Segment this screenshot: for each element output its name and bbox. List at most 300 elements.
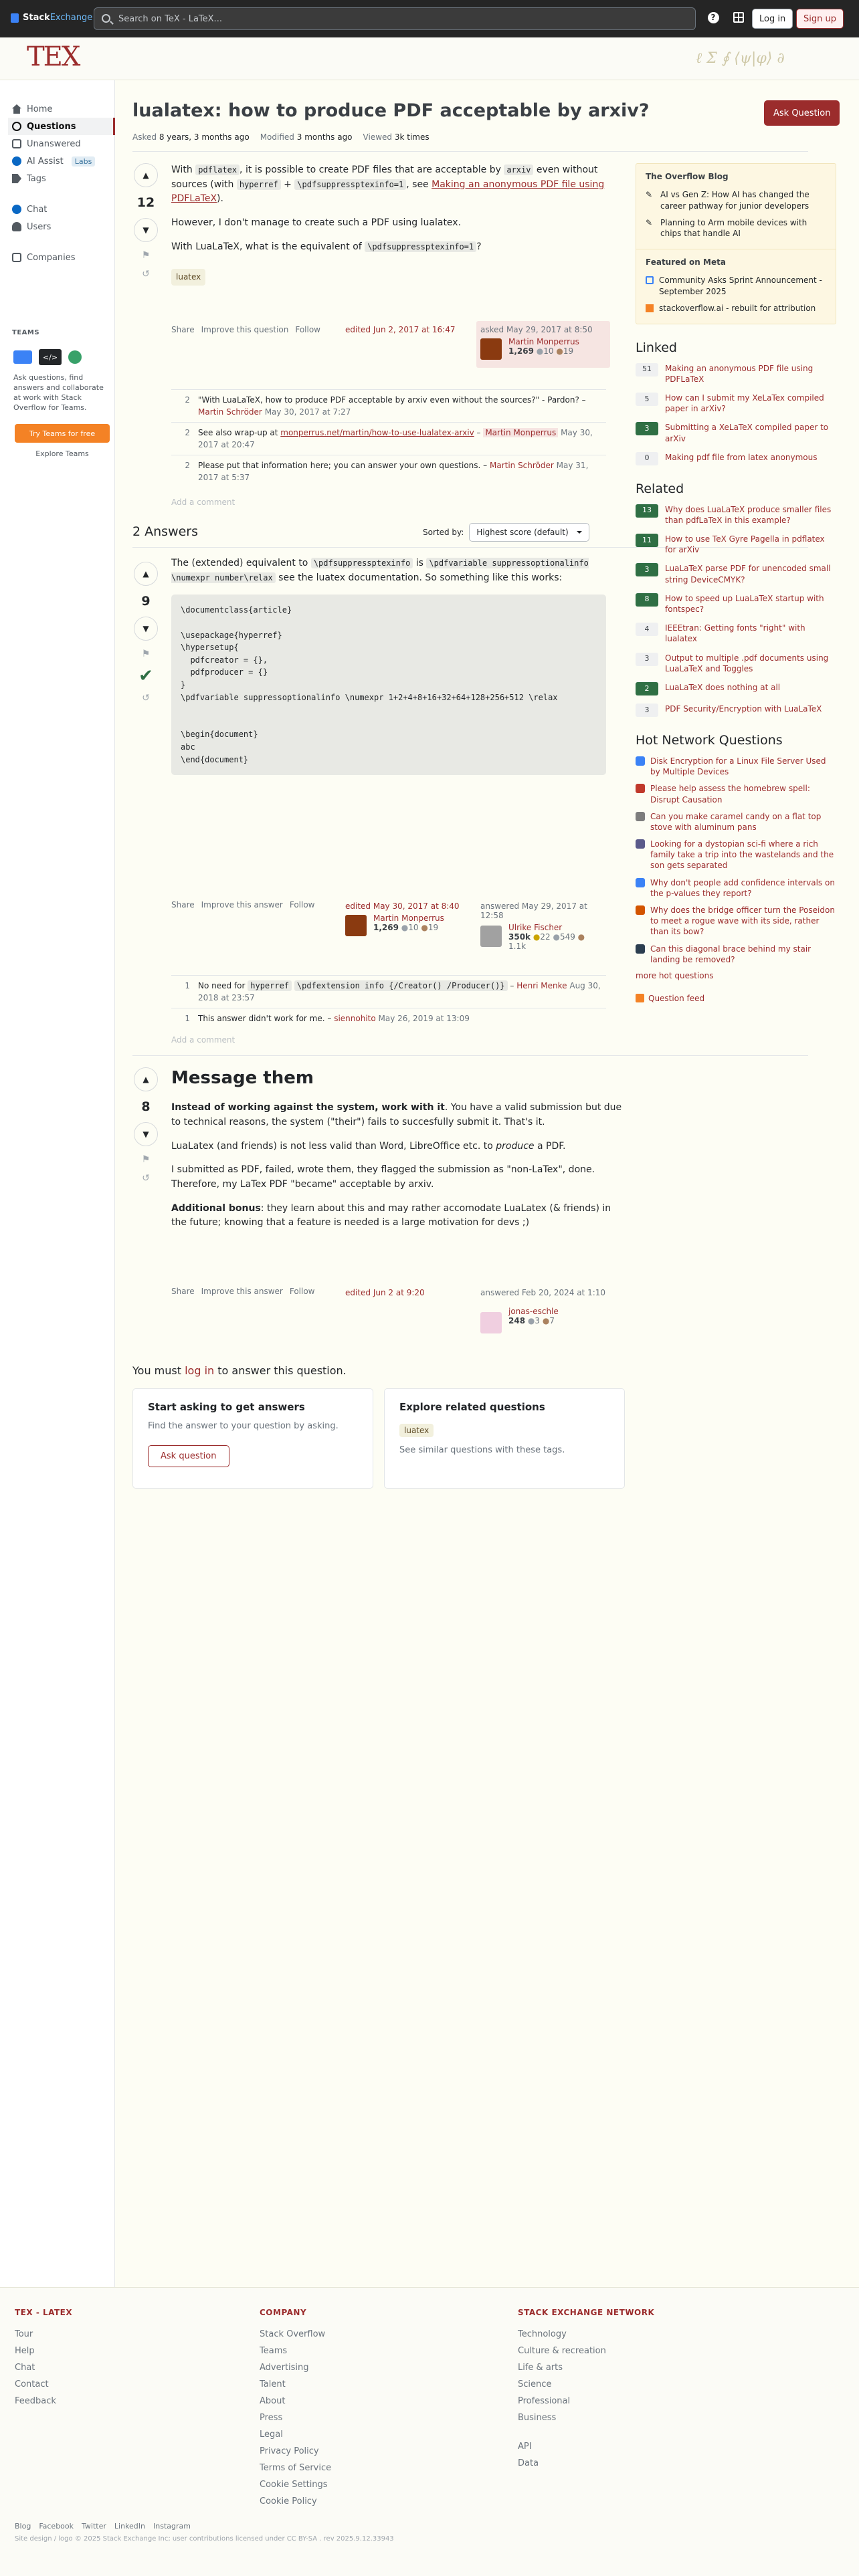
text: : they learn about this and may rather accomodate LuaLatex (& friends) in the future; knowing that a feature is needed is a large motivation for devs ;) <box>171 1202 611 1228</box>
code-block[interactable] <box>171 595 606 775</box>
avatar[interactable] <box>345 915 367 936</box>
site-switcher-button[interactable] <box>731 9 747 25</box>
comment: 1 This answer didn't work for me. – siennohito May 26, 2019 at 13:09 <box>171 1008 606 1029</box>
tag-luatex[interactable]: luatex <box>171 269 205 286</box>
related-item[interactable] <box>636 534 836 555</box>
text: LuaLatex (and friends) is not less valid than Word, LibreOffice etc. to <box>171 1140 496 1152</box>
hot-question-link[interactable]: Why don't people add confidence intervals on the p-values they report? <box>650 877 835 898</box>
answer-paragraph: I submitted as PDF, failed, wrote them, they flagged the submission as "non-LaTex", done. Therefore, my LaTex PDF "became" acceptable by arxiv. <box>171 1164 595 1190</box>
comment: 2 "With LuaLaTeX, how to produce PDF acceptable by arxiv even without the sources?" - Pardon? – Martin Schröder May 30, 2017 at 7:27 <box>171 389 606 422</box>
hot-question[interactable] <box>636 756 836 777</box>
comment-user[interactable]: siennohito <box>334 1014 376 1023</box>
linked-question-link[interactable]: Making an anonymous PDF file using PDFLaTeX <box>171 179 605 205</box>
answer1-body <box>171 556 626 775</box>
teams-chat-icon <box>13 350 32 364</box>
silver-count: 549 <box>559 932 575 942</box>
related-item[interactable] <box>636 682 836 695</box>
footer-heading[interactable]: TEX - LATEX <box>15 2308 73 2317</box>
social-link[interactable]: Blog <box>15 2522 31 2531</box>
related-link[interactable]: How to use TeX Gyre Pagella in pdflatex for arXiv <box>665 534 825 555</box>
brand-exchange-text: Exchange <box>50 13 93 23</box>
sidebar-item-home[interactable] <box>8 100 115 118</box>
user-name[interactable]: Martin Monperrus <box>373 914 444 923</box>
text: + <box>280 179 295 190</box>
hot-question-link[interactable]: Why does the bridge officer turn the Poseidon to meet a rogue wave with its side, rather than its bow? <box>650 905 835 937</box>
footer-link[interactable]: Feedback <box>15 2396 56 2406</box>
sort-select[interactable]: Highest score (default) <box>469 523 589 542</box>
social-link[interactable]: Instagram <box>153 2522 191 2531</box>
answer2-vote-column <box>132 1067 159 1184</box>
footer-link[interactable]: Cookie Policy <box>260 2496 317 2506</box>
text: is <box>413 558 427 568</box>
comment-date[interactable]: May 31, 2017 at 5:37 <box>198 461 589 482</box>
try-teams-button[interactable]: Try Teams for free <box>15 424 110 443</box>
footer-heading[interactable]: STACK EXCHANGE NETWORK <box>518 2308 655 2317</box>
footer-link[interactable]: Advertising <box>260 2363 309 2373</box>
linked-item[interactable] <box>636 422 836 443</box>
linked-list <box>636 363 836 465</box>
edited-link[interactable]: edited Jun 2 at 9:20 <box>345 1288 425 1297</box>
user-reputation: 350k <box>508 932 531 942</box>
downvote-button[interactable]: ▼ <box>134 218 158 242</box>
footer-link[interactable]: Stack Overflow <box>260 2329 326 2339</box>
related-link[interactable]: Why does LuaLaTeX produce smaller files than pdfLaTeX in this example? <box>665 504 832 525</box>
footer-link[interactable]: Privacy Policy <box>260 2446 319 2456</box>
blog-item-text: Planning to Arm mobile devices with chips that handle AI <box>660 217 807 239</box>
companies-icon <box>12 253 21 262</box>
question-menu <box>171 325 320 334</box>
footer-link[interactable]: Contact <box>15 2379 49 2389</box>
bronze-badge-icon: ● <box>577 932 585 942</box>
sidebar-item-ai-assist[interactable] <box>8 152 115 170</box>
related-link[interactable]: IEEEtran: Getting fonts "right" with lualatex <box>665 623 805 644</box>
sidebar-item-label: Tags <box>27 173 46 184</box>
related-link[interactable]: LuaLaTeX parse PDF for unencoded small string DeviceCMYK? <box>665 564 831 584</box>
code-line: abc <box>181 742 195 752</box>
comment-date[interactable]: May 30, 2017 at 7:27 <box>264 407 351 417</box>
edited-link[interactable]: edited Jun 2, 2017 at 16:47 <box>345 325 456 334</box>
overflow-blog-widget <box>636 163 836 324</box>
follow-link[interactable]: Follow <box>295 325 320 334</box>
related-link[interactable]: How to speed up LuaLaTeX startup with fontspec? <box>665 593 824 615</box>
upvote-button[interactable]: ▲ <box>134 163 158 187</box>
more-hot-questions-link[interactable]: more hot questions <box>636 970 714 980</box>
avatar[interactable] <box>480 1312 502 1333</box>
asker-card <box>476 321 610 368</box>
question-comments <box>171 389 606 488</box>
question-paragraph: However, I don't manage to create such a PDF using lualatex. <box>171 217 462 229</box>
sidebar-item-chat[interactable] <box>8 201 115 218</box>
hot-question[interactable] <box>636 783 836 804</box>
sidebar-item-tags[interactable] <box>8 170 115 187</box>
card-title: Start asking to get answers <box>148 1401 305 1413</box>
top-bar <box>0 0 859 37</box>
feed-label: Question feed <box>648 993 705 1003</box>
code-line: \begin{document} <box>181 730 258 740</box>
login-link[interactable]: log in <box>185 1364 215 1377</box>
blog-item[interactable] <box>636 215 836 243</box>
viewed-value: 3k times <box>394 132 430 142</box>
pencil-icon: ✎ <box>646 217 653 227</box>
answered-date: answered May 29, 2017 at 12:58 <box>480 901 587 920</box>
comment: 1 No need for hyperref \pdfextension info {/Creator() /Producer()} – Henri Menke Aug 30, 2018 at 23:57 <box>171 975 606 1008</box>
answer-heading: Message them <box>171 1068 314 1088</box>
comment-score: 1 <box>185 981 190 990</box>
comment-score: 2 <box>185 461 190 470</box>
start-asking-card <box>132 1388 373 1489</box>
social-link[interactable]: LinkedIn <box>114 2522 145 2531</box>
sidebar-item-unanswered[interactable] <box>8 135 115 152</box>
downvote-button[interactable]: ▼ <box>134 617 158 641</box>
sidebar-item-label: Questions <box>27 121 76 132</box>
tag-icon <box>12 174 21 183</box>
copyright: Site design / logo © 2025 Stack Exchange Inc; user contributions licensed under CC BY-SA . rev 2025.9.12.33943 <box>15 2535 394 2543</box>
sidebar-item-label: AI Assist <box>27 156 64 167</box>
globe-icon <box>12 122 21 131</box>
text: ). <box>217 193 223 205</box>
related-item[interactable] <box>636 653 836 674</box>
comment-date[interactable]: Aug 30, 2018 at 23:57 <box>198 981 601 1002</box>
code-line: \pdfvariable suppressoptionalinfo \numexpr 1+2+4+8+16+32+64+128+256+512 \relax <box>181 692 558 702</box>
footer-heading: COMPANY <box>260 2308 307 2317</box>
linked-link[interactable]: Making an anonymous PDF file using PDFLaTeX <box>665 363 814 384</box>
site-icon <box>636 944 645 954</box>
answer1-vote-column <box>132 562 159 704</box>
stackexchange-logo[interactable] <box>11 13 92 23</box>
bookmark-icon[interactable]: ⚑ <box>141 250 151 261</box>
text: ? <box>476 241 482 252</box>
related-link[interactable]: PDF Security/Encryption with LuaLaTeX <box>665 704 822 714</box>
bronze-count: 19 <box>427 923 439 932</box>
accepted-check-icon: ✔ <box>138 666 153 686</box>
sort-control <box>423 523 589 542</box>
related-item[interactable] <box>636 623 836 644</box>
silver-badge-icon: ● <box>553 932 560 942</box>
user-name[interactable]: Ulrike Fischer <box>508 923 563 932</box>
card-text: See similar questions with these tags. <box>399 1445 565 1455</box>
comment-text: Please put that information here; you can answer your own questions. <box>198 461 481 470</box>
footer-link[interactable]: Press <box>260 2413 283 2423</box>
bronze-count: 1.1k <box>508 942 527 951</box>
right-sidebar <box>636 163 836 1003</box>
code-line: \documentclass{article} <box>181 605 292 615</box>
improve-question-link[interactable]: Improve this question <box>201 325 289 334</box>
site-icon <box>636 839 645 849</box>
edited-info <box>341 321 462 338</box>
history-icon[interactable]: ↺ <box>142 693 150 704</box>
teams-illustration <box>13 349 82 365</box>
hot-question-link[interactable]: Looking for a dystopian sci-fi where a rich family take a trip into the wastelands and the son gets separated <box>650 839 834 871</box>
linked-item[interactable] <box>636 393 836 414</box>
code-line: pdfproducer = {} <box>181 667 268 677</box>
answer2-menu <box>171 1287 315 1296</box>
home-icon <box>12 104 21 114</box>
signup-button[interactable]: Sign up <box>796 9 844 29</box>
text: see the luatex documentation. So something like this works: <box>275 572 563 583</box>
user-reputation: 1,269 <box>373 923 399 932</box>
silver-count: 10 <box>408 923 419 932</box>
footer-link[interactable]: Tour <box>15 2329 33 2339</box>
meta-item-text: Community Asks Sprint Announcement - September 2025 <box>659 276 822 296</box>
linked-link[interactable]: How can I submit my XeLaTex compiled paper in arXiv? <box>665 393 824 414</box>
pencil-icon: ✎ <box>646 190 653 199</box>
hot-question[interactable] <box>636 877 836 899</box>
comment-text: This answer didn't work for me. <box>198 1014 325 1023</box>
comment: 2 See also wrap-up at monperrus.net/martin/how-to-use-lualatex-arxiv – Martin Monperrus May 30, 2017 at 20:47 <box>171 422 606 455</box>
hot-question-link[interactable]: Can this diagonal brace behind my stair landing be removed? <box>650 944 812 964</box>
bookmark-icon[interactable]: ⚑ <box>141 649 151 659</box>
hot-question[interactable] <box>636 905 836 938</box>
avatar[interactable] <box>480 338 502 360</box>
site-icon <box>636 784 645 793</box>
asked-value: 8 years, 3 months ago <box>159 132 250 142</box>
add-comment-link[interactable]: Add a comment <box>171 1035 235 1045</box>
text: You must <box>132 1364 185 1377</box>
social-link[interactable]: Facebook <box>39 2522 74 2531</box>
comment-user[interactable]: Henri Menke <box>516 981 567 990</box>
sidebar-item-label: Companies <box>27 252 76 263</box>
site-icon <box>636 756 645 766</box>
footer-col-network <box>518 2308 654 2475</box>
footer-link[interactable]: API <box>518 2442 532 2452</box>
login-button[interactable]: Log in <box>752 9 793 29</box>
question-feed-link[interactable] <box>636 994 836 1003</box>
users-icon <box>12 222 21 231</box>
text: even without sources (with <box>171 165 598 190</box>
sidebar-item-companies[interactable] <box>8 249 115 266</box>
inline-code: \pdfsuppressptexinfo=1 <box>294 179 406 190</box>
footer-col-company <box>260 2308 331 2513</box>
related-heading: Related <box>636 481 684 496</box>
related-item[interactable] <box>636 563 836 584</box>
inline-code: \pdfsuppressptexinfo=1 <box>365 241 476 252</box>
text: With LuaLaTeX, what is the equivalent of <box>171 241 365 252</box>
share-link[interactable]: Share <box>171 1287 195 1296</box>
hot-question-link[interactable]: Please help assess the homebrew spell: Disrupt Causation <box>650 784 810 804</box>
footer-link[interactable]: Cookie Settings <box>260 2480 328 2490</box>
viewed-label: Viewed <box>363 132 393 142</box>
asked-date: asked May 29, 2017 at 8:50 <box>480 325 593 334</box>
user-name[interactable]: Martin Monperrus <box>508 337 579 346</box>
footer-link[interactable]: Science <box>518 2379 552 2389</box>
site-icon <box>636 905 645 915</box>
footer-link[interactable]: Life & arts <box>518 2363 563 2373</box>
vote-count: 5 <box>636 393 658 406</box>
comment-text: See also wrap-up at <box>198 428 281 437</box>
user-reputation: 1,269 <box>508 346 534 356</box>
user-reputation: 248 <box>508 1316 526 1325</box>
tex-logo[interactable]: TEX <box>27 41 80 72</box>
answerer-card <box>476 897 610 958</box>
code-line: \end{document} <box>181 754 249 764</box>
linked-link[interactable]: Making pdf file from latex anonymous <box>665 452 818 462</box>
vote-count: 3 <box>636 422 658 435</box>
inline-code: hyperref <box>248 980 292 991</box>
related-item[interactable] <box>636 504 836 526</box>
stackexchange-icon <box>11 13 19 23</box>
meta-item[interactable] <box>636 272 836 300</box>
bookmark-icon[interactable]: ⚑ <box>141 1154 151 1165</box>
footer-link[interactable]: Terms of Service <box>260 2463 332 2473</box>
footer-link[interactable]: Help <box>15 2346 35 2356</box>
related-list <box>636 504 836 717</box>
meta-icon <box>646 276 654 284</box>
history-icon[interactable]: ↺ <box>142 1173 150 1184</box>
meta-item[interactable] <box>636 300 836 324</box>
vote-count: 11 <box>636 534 658 547</box>
footer-link[interactable]: Chat <box>15 2363 35 2373</box>
history-icon[interactable]: ↺ <box>142 269 150 280</box>
follow-link[interactable]: Follow <box>289 900 315 909</box>
vote-count: 3 <box>636 563 658 576</box>
divider <box>132 151 808 152</box>
bold-text: Additional bonus <box>171 1202 261 1214</box>
teams-code-icon: </> <box>39 349 62 365</box>
hot-network-list <box>636 756 836 965</box>
brand-stack-text: Stack <box>23 13 50 23</box>
search-input[interactable] <box>94 7 696 30</box>
hot-question-link[interactable]: Can you make caramel candy on a flat top stove with aluminum pans <box>650 811 822 832</box>
text: , see <box>406 179 432 190</box>
user-name[interactable]: jonas-eschle <box>508 1307 559 1316</box>
linked-item[interactable] <box>636 452 836 465</box>
widget-title: The Overflow Blog <box>646 172 729 181</box>
sidebar-item-label: Users <box>27 221 52 232</box>
teams-heading: TEAMS <box>12 329 40 336</box>
modified-value[interactable]: 3 months ago <box>296 132 353 142</box>
linked-heading: Linked <box>636 340 677 355</box>
hot-network-heading: Hot Network Questions <box>636 732 783 748</box>
vote-count: 3 <box>636 653 658 666</box>
downvote-button[interactable]: ▼ <box>134 1122 158 1146</box>
comment-score: 2 <box>185 428 190 437</box>
text: to answer this question. <box>214 1364 347 1377</box>
inline-code: \pdfsuppressptexinfo <box>311 558 413 568</box>
sidebar-item-users[interactable] <box>8 218 115 235</box>
upvote-button[interactable]: ▲ <box>134 562 158 586</box>
rss-icon <box>636 994 644 1002</box>
answer1-vote-count: 9 <box>141 594 151 609</box>
comment-date[interactable]: May 26, 2019 at 13:09 <box>378 1014 470 1023</box>
blog-item[interactable] <box>636 187 836 215</box>
hot-question[interactable] <box>636 839 836 871</box>
footer-link[interactable]: Culture & recreation <box>518 2346 606 2356</box>
ai-assist-icon <box>12 156 21 166</box>
comment-user[interactable]: Martin Monperrus <box>483 428 558 437</box>
tag-luatex[interactable]: luatex <box>399 1424 434 1437</box>
inline-code: hyperref <box>237 179 281 190</box>
comment-link[interactable]: monperrus.net/martin/how-to-use-lualatex-arxiv <box>280 428 474 437</box>
site-icon <box>636 812 645 821</box>
sidebar-item-label: Chat <box>27 204 47 215</box>
vote-count: 3 <box>636 704 658 717</box>
vote-count: 0 <box>636 452 658 465</box>
footer-link[interactable]: Legal <box>260 2430 283 2440</box>
improve-answer-link[interactable]: Improve this answer <box>201 900 283 909</box>
code-line: } <box>181 679 186 689</box>
ask-question-card-button[interactable]: Ask question <box>148 1445 229 1467</box>
footer-link[interactable]: Teams <box>260 2346 288 2356</box>
footer-col-site <box>15 2308 72 2413</box>
edited-info <box>341 1284 468 1301</box>
chat-icon <box>12 205 21 214</box>
vote-count: 4 <box>636 623 658 636</box>
gold-count: 22 <box>540 932 551 942</box>
answers-count: 2 Answers <box>132 524 199 539</box>
labs-badge: Labs <box>72 156 96 167</box>
footer-link[interactable]: About <box>260 2396 286 2406</box>
answered-date: answered Feb 20, 2024 at 1:10 <box>480 1288 606 1297</box>
answer1-comments <box>171 975 606 1029</box>
text: , it is possible to create PDF files that are acceptable by <box>240 165 504 175</box>
footer-link[interactable]: Technology <box>518 2329 567 2339</box>
hot-question-link[interactable]: Disk Encryption for a Linux File Server Used by Multiple Devices <box>650 756 826 777</box>
unanswered-icon <box>12 139 21 148</box>
silver-badge-icon: ● <box>527 1316 535 1325</box>
sort-label: Sorted by: <box>423 528 464 537</box>
silver-count: 3 <box>535 1316 541 1325</box>
footer-link[interactable]: Business <box>518 2413 557 2423</box>
silver-badge-icon: ● <box>401 923 409 932</box>
code-line: pdfcreator = {}, <box>181 655 268 665</box>
help-button[interactable] <box>705 9 721 25</box>
site-footer <box>0 2287 859 2576</box>
hot-question[interactable] <box>636 944 836 965</box>
footer-link[interactable]: Professional <box>518 2396 571 2406</box>
linked-link[interactable]: Submitting a XeLaTeX compiled paper to arXiv <box>665 423 829 443</box>
text: . You have a valid submission but due to technical reasons, the system ("their") fails to succesfully submit it. That's it. <box>171 1102 622 1128</box>
site-banner <box>0 37 859 80</box>
asked-label: Asked <box>132 132 157 142</box>
social-link[interactable]: Twitter <box>82 2522 106 2531</box>
main-nav <box>8 100 115 266</box>
card-title: Explore related questions <box>399 1401 545 1413</box>
related-item[interactable] <box>636 593 836 615</box>
editor-card <box>341 897 468 944</box>
text: The (extended) equivalent to <box>171 558 311 568</box>
add-comment-link[interactable]: Add a comment <box>171 498 235 507</box>
answer1-menu <box>171 900 315 909</box>
search-placeholder: Search on TeX - LaTeX... <box>118 13 222 24</box>
footer-social <box>15 2522 191 2531</box>
related-item[interactable] <box>636 704 836 717</box>
sidebar-item-questions[interactable] <box>8 118 115 135</box>
footer-link[interactable]: Talent <box>260 2379 286 2389</box>
hot-question[interactable] <box>636 811 836 833</box>
blog-item-text: AI vs Gen Z: How AI has changed the career pathway for junior developers <box>660 190 809 211</box>
comment-user[interactable]: Martin Schröder <box>489 461 554 470</box>
share-link[interactable]: Share <box>171 325 195 334</box>
question-title[interactable]: lualatex: how to produce PDF acceptable by arxiv? <box>132 100 650 121</box>
ask-question-button[interactable]: Ask Question <box>764 100 840 126</box>
share-link[interactable]: Share <box>171 900 195 909</box>
comment-date[interactable]: May 30, 2017 at 20:47 <box>198 428 593 449</box>
improve-answer-link[interactable]: Improve this answer <box>201 1287 283 1296</box>
comment-score: 1 <box>185 1014 190 1023</box>
explore-teams-link[interactable]: Explore Teams <box>35 449 89 458</box>
follow-link[interactable]: Follow <box>289 1287 315 1296</box>
footer-link[interactable]: Data <box>518 2458 539 2468</box>
comment-user[interactable]: Martin Schröder <box>198 407 262 417</box>
related-link[interactable]: LuaLaTeX does nothing at all <box>665 682 781 692</box>
inline-code: \pdfvariable suppressoptionalinfo \numexpr number\relax <box>171 558 589 582</box>
related-link[interactable]: Output to multiple .pdf documents using LuaLaTeX and Toggles <box>665 653 829 673</box>
avatar[interactable] <box>480 926 502 947</box>
linked-item[interactable] <box>636 363 836 385</box>
edited-link[interactable]: edited May 30, 2017 at 8:40 <box>345 901 460 911</box>
widget-title: Featured on Meta <box>636 249 836 272</box>
upvote-button[interactable]: ▲ <box>134 1067 158 1091</box>
